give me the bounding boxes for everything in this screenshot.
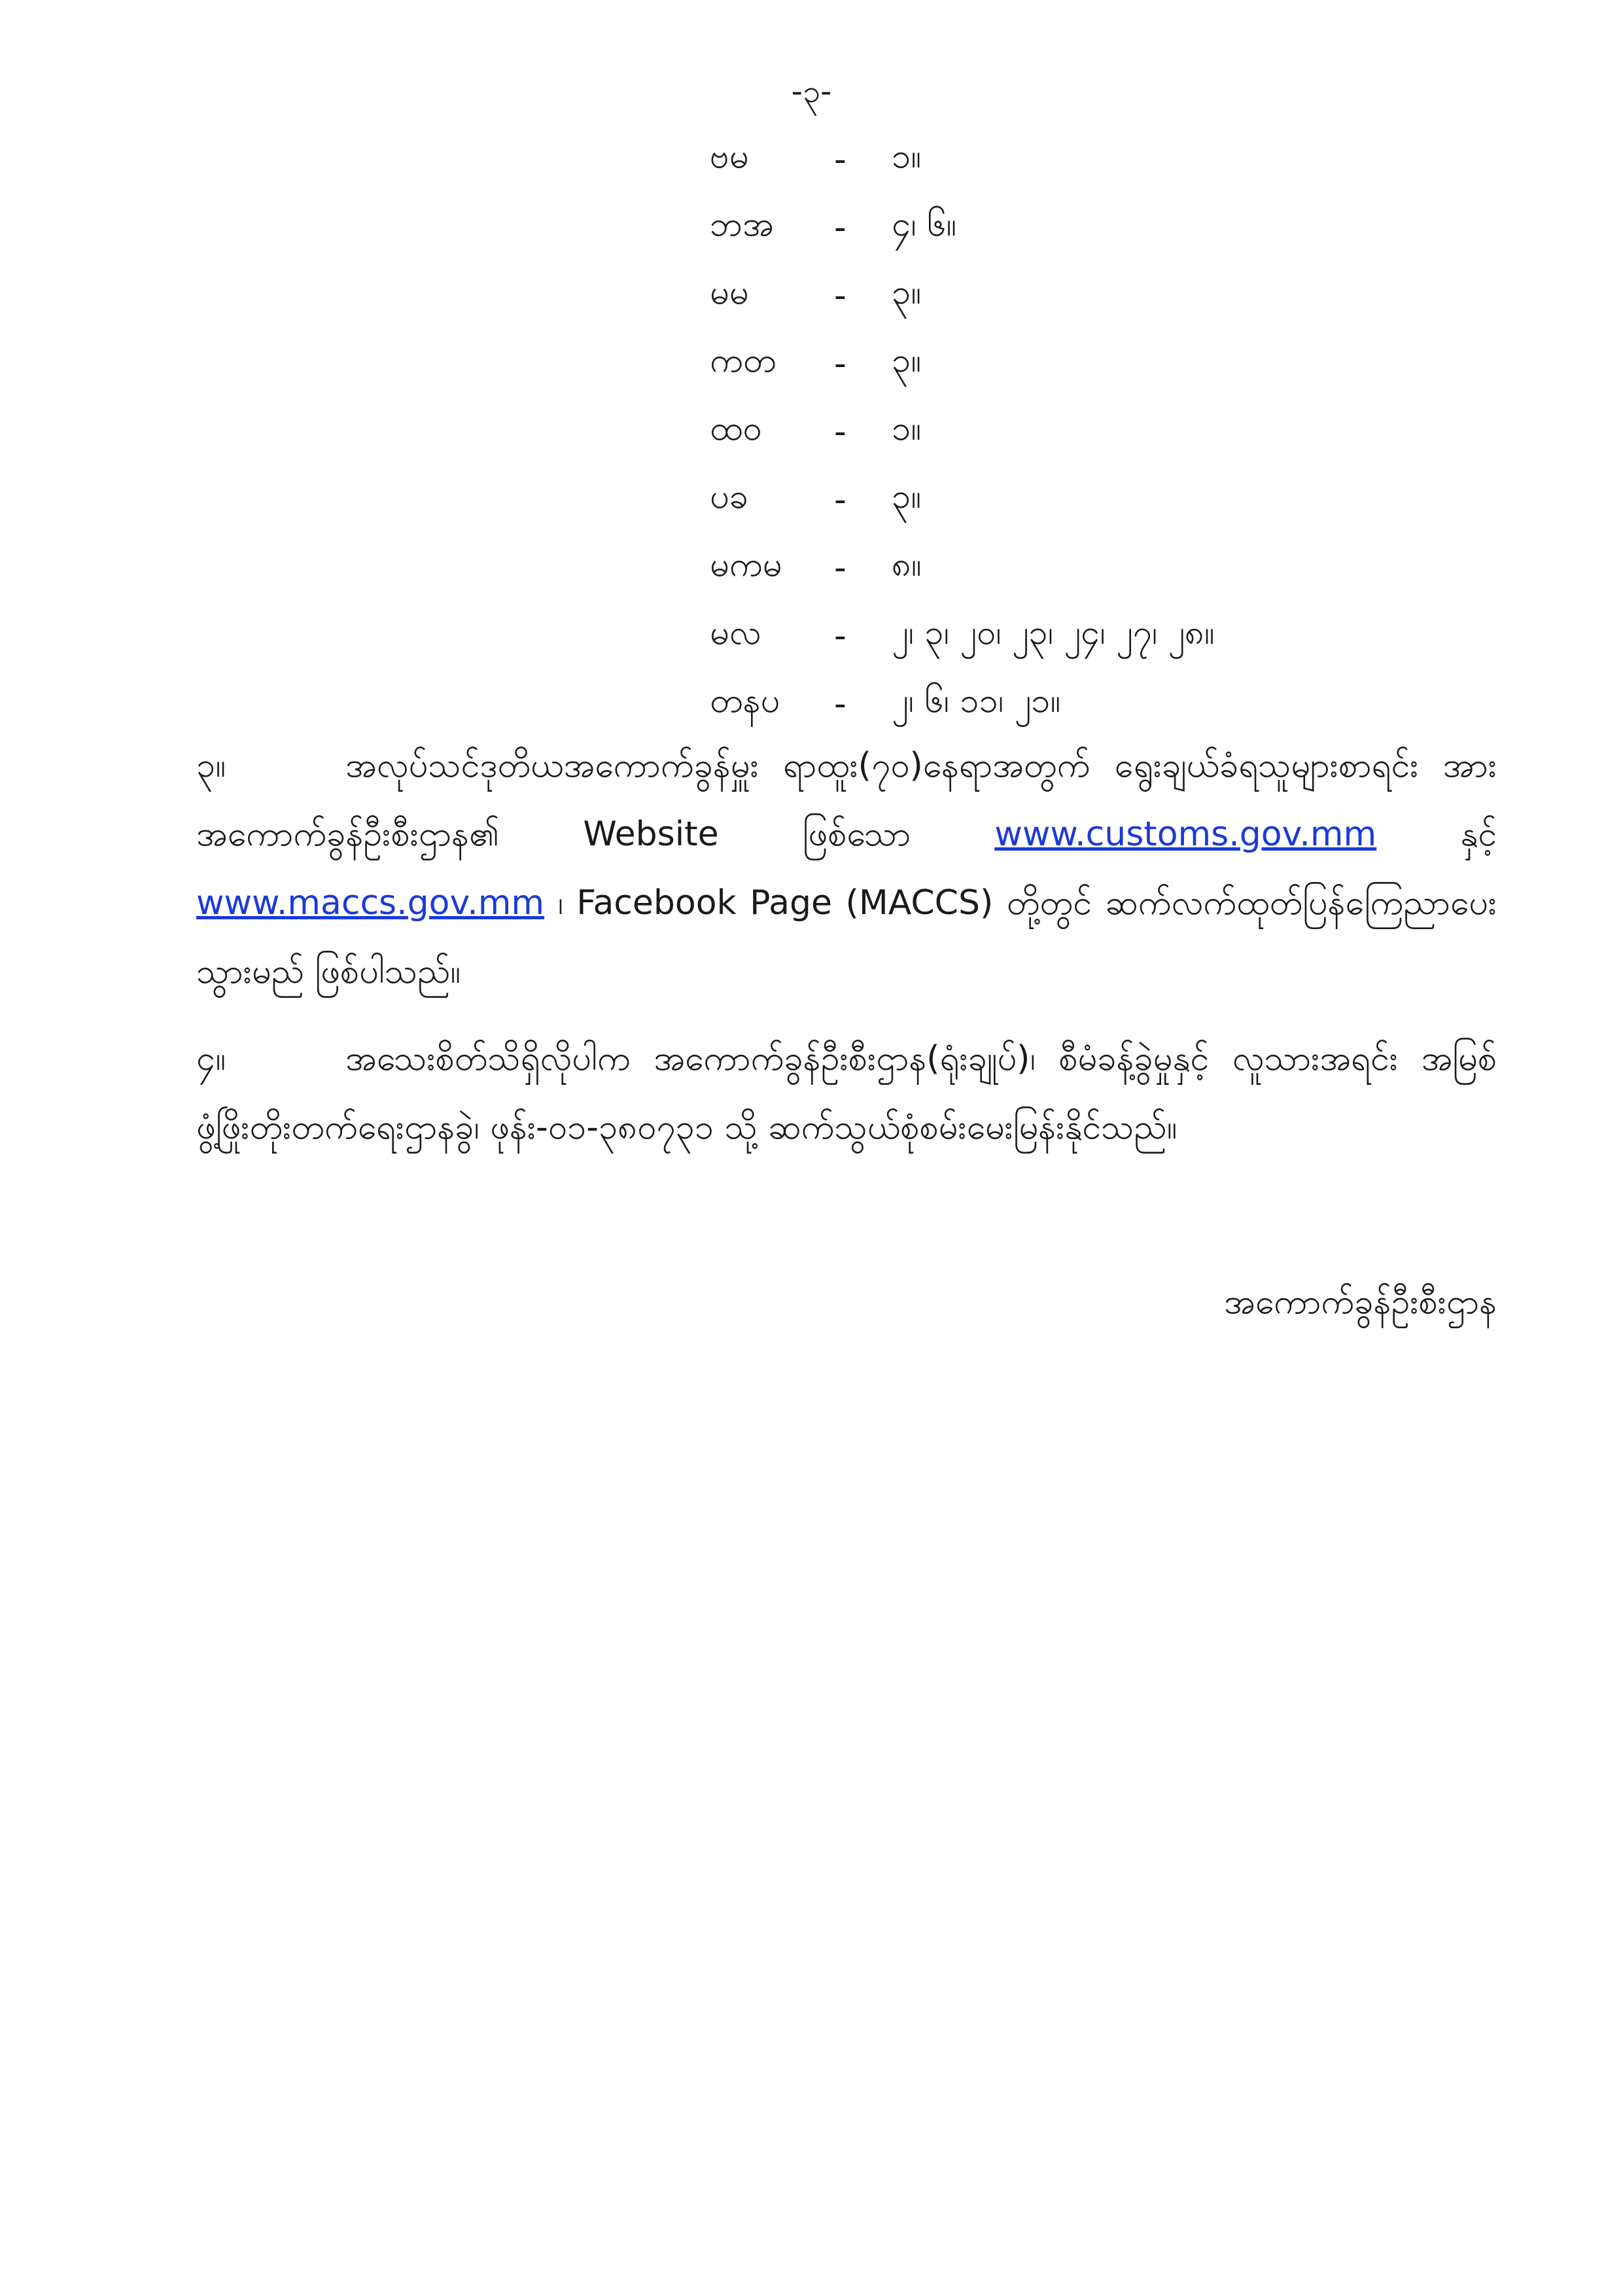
paragraph-3 [196,732,1497,1006]
list-item [710,262,1495,330]
page-number: -၃- [791,73,832,110]
code-dash: - [834,276,846,315]
signature-department: အကောက်ခွန်ဦးစီးဌာန [1224,1282,1497,1322]
list-item [710,330,1495,398]
code-name: ပခ [710,477,748,516]
code-name: ဗမ [710,137,749,176]
code-name: မကမ [710,545,782,584]
code-numbers: ၂၊ ၃၊ ၂၀၊ ၂၃၊ ၂၄၊ ၂၇၊ ၂၈။ [892,613,1215,652]
code-numbers: ၈။ [892,545,922,584]
paragraph-text: နှင့် [1376,815,1497,854]
list-item [710,466,1495,534]
code-name: တနပ [710,681,780,720]
list-item [710,670,1495,738]
list-item [710,126,1495,194]
code-numbers: ၁။ [892,137,921,176]
code-dash: - [834,480,846,520]
list-item [710,398,1495,466]
code-dash: - [834,548,846,588]
code-dash: - [834,412,846,451]
list-item [710,534,1495,602]
code-dash: - [834,616,846,656]
paragraph-4 [196,1025,1497,1162]
paragraph-number: ၄။ [196,1039,226,1078]
code-numbers: ၃။ [892,273,921,312]
code-numbers: ၃။ [892,341,921,380]
code-dash: - [834,344,846,383]
paragraph-text: အလုပ်သင်ဒုတိယအကောက်ခွန်မှူး ရာထူး(၇၀)နေရာအတွက် ရွေးချယ်ခံရသူများစာရင်း အား အကောက်ခွန်ဦးစီးဌာန၏ Website ဖြစ်သော [196,746,1497,854]
code-name: ကတ [710,341,777,380]
code-dash: - [834,684,846,724]
paragraph-text: ၊ Facebook Page (MACCS) တို့တွင် ဆက်လက်ထုတ်ပြန်ကြေညာပေး သွားမည် ဖြစ်ပါသည်။ [196,883,1497,991]
customs-website-link[interactable]: www.customs.gov.mm [994,815,1377,854]
list-item [710,602,1495,670]
code-name: ထဝ [710,409,762,448]
code-name: မလ [710,613,761,652]
list-item [710,194,1495,262]
code-numbers: ၂၊ ၆၊ ၁၁၊ ၂၁။ [892,681,1061,720]
code-numbers: ၁။ [892,409,921,448]
code-dash: - [834,140,846,179]
paragraph-text: အသေးစိတ်သိရှိလိုပါက အကောက်ခွန်ဦးစီးဌာန(ရုံးချုပ်)၊ စီမံခန့်ခွဲမှုနှင့် လူသားအရင်း အမြစ်ဖွံ့ဖြိုးတိုးတက်ရေးဌာနခွဲ၊ ဖုန်း-၀၁-၃၈၀၇၃၁ သို့ ဆက်သွယ်စုံစမ်းမေးမြန်းနိုင်သည်။ [196,1039,1497,1147]
code-name: မမ [710,273,749,312]
code-numbers: ၃။ [892,477,921,516]
code-numbers: ၄၊ ၆။ [892,205,956,244]
code-dash: - [834,208,846,247]
maccs-website-link[interactable]: www.maccs.gov.mm [196,883,545,923]
code-name: ဘအ [710,205,774,244]
paragraph-number: ၃။ [196,746,226,785]
code-list [710,126,1495,738]
